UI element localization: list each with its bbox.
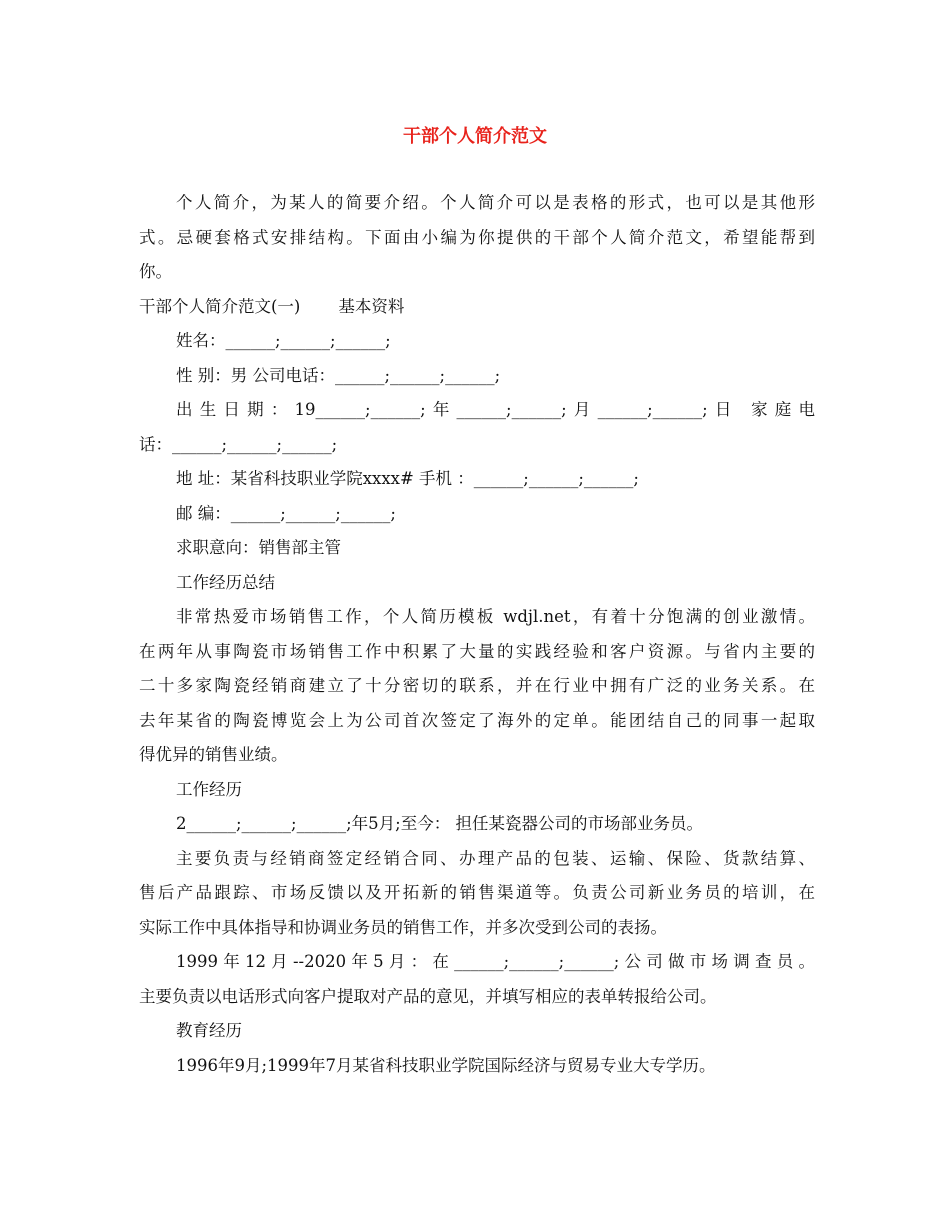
work-experience-desc-line: 售后产品跟踪、市场反馈以及开拓新的销售渠道等。负责公司新业务员的培训，在 [139, 883, 815, 902]
intro-line: 式。忌硬套格式安排结构。下面由小编为你提供的干部个人简介范文，希望能帮到 [139, 227, 815, 247]
document-body [139, 186, 815, 1083]
intro-line: 你。 [139, 262, 172, 281]
work-summary-line: 二十多家陶瓷经销商建立了十分密切的联系，并在行业中拥有广泛的业务关系。在 [139, 676, 815, 695]
field-gender-phone: 性 别：男 公司电话：______;______;______; [176, 365, 501, 385]
section-heading: 干部个人简介范文(一) [139, 296, 301, 316]
work-experience-entry: 2______;______;______;年5月;至今： 担任某瓷器公司的市场部业务员。 [176, 814, 703, 833]
work-experience-desc-line: 主要负责以电话形式向客户提取对产品的意见，并填写相应的表单转报给公司。 [139, 986, 717, 1006]
field-job-intention: 求职意向：销售部主管 [176, 538, 341, 557]
field-home-phone: 话：______;______;______; [139, 434, 338, 454]
field-birth-date: 出生日期：19______;______;年______;______;月______;______;日 家庭电 [176, 400, 815, 419]
basic-info-label: 基本资料 [338, 296, 405, 316]
work-summary-line: 非常热爱市场销售工作，个人简历模板 wdjl.net，有着十分饱满的创业激情。 [176, 607, 815, 626]
field-name: 姓名：______;______;______; [176, 331, 391, 350]
field-address: 地 址：某省科技职业学院xxxx# 手机 ：______;______;______; [176, 469, 639, 488]
intro-line: 个人简介，为某人的简要介绍。个人简介可以是表格的形式，也可以是其他形 [176, 193, 815, 212]
work-experience-entry: 1999年12月--2020年5月：在______;______;______;公司做市场调查员。 [176, 952, 815, 971]
work-summary-heading: 工作经历总结 [176, 572, 275, 592]
field-postcode: 邮 编：______;______;______; [176, 503, 396, 523]
work-experience-desc-line: 主要负责与经销商签定经销合同、办理产品的包装、运输、保险、货款结算、 [176, 848, 815, 868]
education-heading: 教育经历 [176, 1021, 242, 1040]
section-heading-line [139, 290, 815, 325]
work-summary-line: 在两年从事陶瓷市场销售工作中积累了大量的实践经验和客户资源。与省内主要的 [139, 641, 815, 661]
work-summary-line: 去年某省的陶瓷博览会上为公司首次签定了海外的定单。能团结自己的同事一起取 [139, 710, 815, 730]
education-entry: 1996年9月;1999年7月某省科技职业学院国际经济与贸易专业大专学历。 [176, 1055, 716, 1075]
document-title: 干部个人简介范文 [403, 126, 547, 147]
work-summary-line: 得优异的销售业绩。 [139, 745, 288, 764]
work-experience-desc-line: 实际工作中具体指导和协调业务员的销售工作，并多次受到公司的表扬。 [139, 917, 667, 937]
work-experience-heading: 工作经历 [176, 779, 242, 799]
